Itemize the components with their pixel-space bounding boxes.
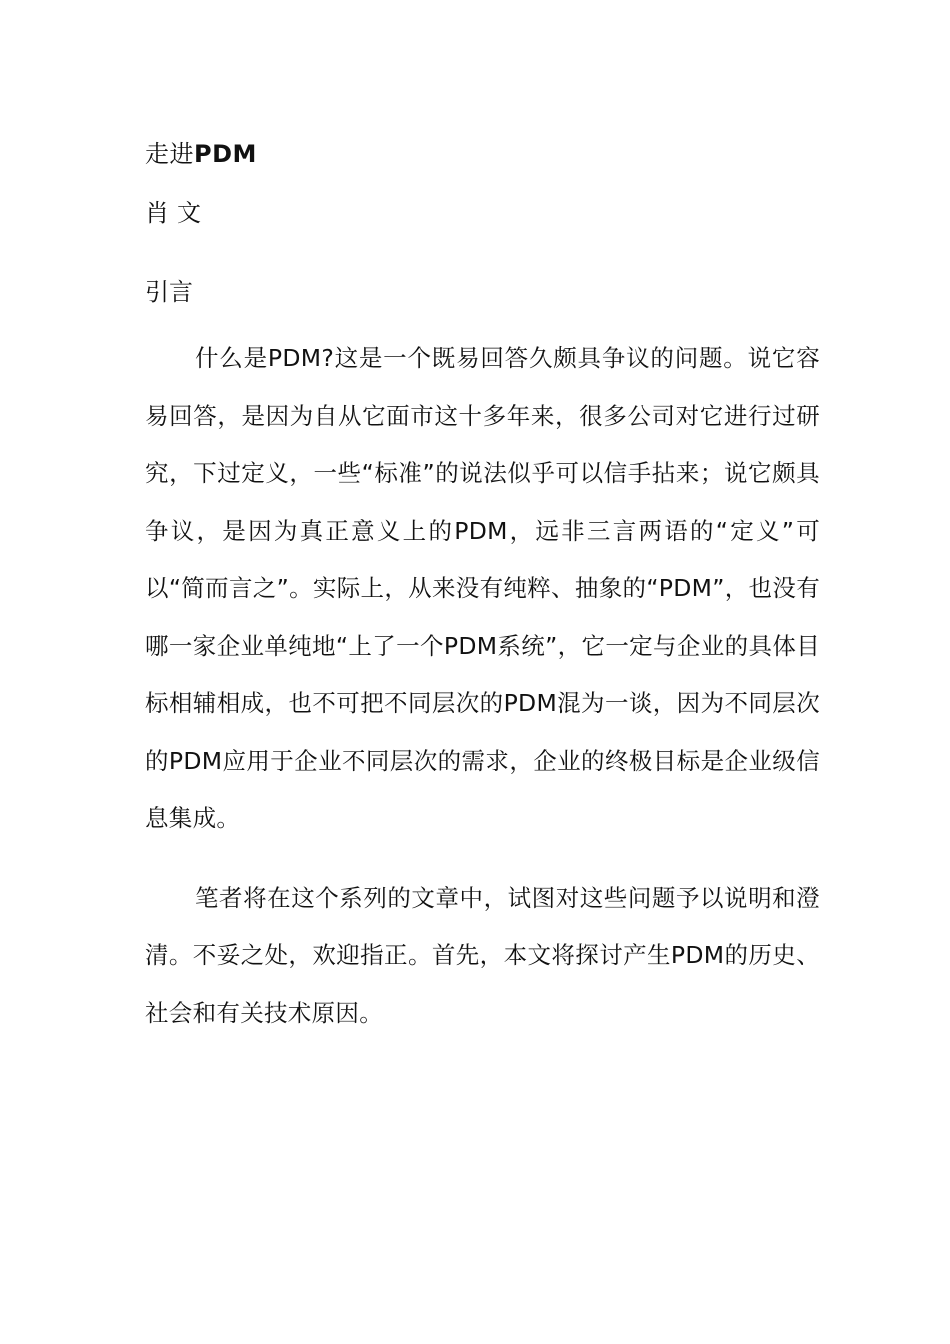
author-name: 肖文 bbox=[145, 199, 209, 227]
title-latin: PDM bbox=[194, 140, 257, 168]
section-heading: 引言 bbox=[145, 278, 193, 306]
document-title bbox=[145, 136, 820, 172]
paragraph-introduction: 什么是PDM?这是一个既易回答久颇具争议的问题。说它容易回答，是因为自从它面市这十多年来，很多公司对它进行过研究，下过定义，一些“标准”的说法似乎可以信手拈来；说它颇具争议，是因为真正意义上的PDM，远非三言两语的“定义”可以“简而言之”。实际上，从来没有纯粹、抽象的“PDM”，也没有哪一家企业单纯地“上了一个PDM系统”，它一定与企业的具体目标相辅相成，也不可把不同层次的PDM混为一谈，因为不同层次的PDM应用于企业不同层次的需求，企业的终极目标是企业级信息集成。 bbox=[145, 344, 820, 832]
title-prefix: 走进 bbox=[145, 140, 194, 168]
document-content bbox=[145, 136, 820, 1042]
paragraph-purpose: 笔者将在这个系列的文章中，试图对这些问题予以说明和澄清。不妥之处，欢迎指正。首先，本文将探讨产生PDM的历史、社会和有关技术原因。 bbox=[145, 883, 820, 1027]
